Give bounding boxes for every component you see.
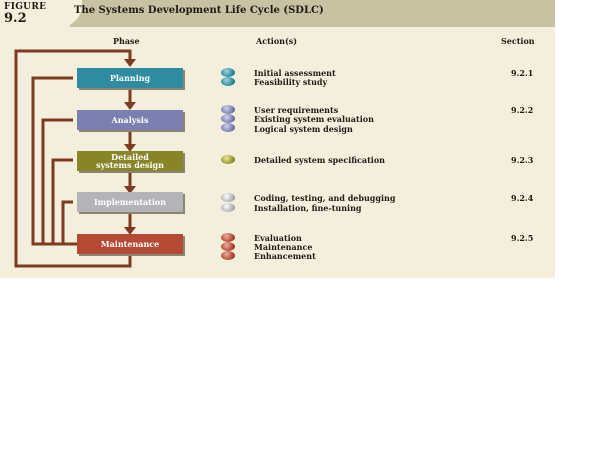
phase-box-analysis: Analysis (77, 110, 183, 130)
figure-label: FIGURE (4, 2, 47, 12)
column-header-phase: Phase (113, 36, 140, 46)
action-item: Evaluation (254, 233, 302, 243)
arrowhead-top (124, 59, 136, 67)
feedback-line-analysis (43, 120, 73, 244)
phase-box-detailed-design (77, 151, 183, 171)
section-number: 9.2.3 (511, 155, 534, 165)
bullet-icon (221, 203, 235, 212)
section-number: 9.2.2 (511, 105, 534, 115)
bullet-icon (221, 114, 235, 123)
phase-box-implementation: Implementation (77, 192, 183, 212)
bullet-icon (221, 193, 235, 202)
section-number: 9.2.4 (511, 193, 534, 203)
phase-box-maintenance: Maintenance (77, 234, 183, 254)
column-header-actions: Action(s) (256, 36, 298, 46)
phase-label-line1: Detailed (111, 152, 149, 162)
bullet-icon (221, 123, 235, 132)
bullet-icon (221, 251, 235, 260)
figure-number: 9.2 (4, 11, 27, 26)
column-header-section: Section (501, 36, 535, 46)
bullet-icon (221, 68, 235, 77)
action-item: Existing system evaluation (254, 114, 374, 124)
action-item: User requirements (254, 105, 339, 115)
feedback-line-implementation (63, 202, 73, 244)
phase-box-planning: Planning (77, 68, 183, 88)
action-item: Coding, testing, and debugging (254, 193, 396, 203)
phase-label-line2: systems design (96, 160, 164, 170)
action-item: Maintenance (254, 242, 313, 252)
bullet-icon (221, 105, 235, 114)
action-item: Detailed system specification (254, 155, 385, 165)
bullet-icon (221, 77, 235, 86)
section-number: 9.2.5 (511, 233, 534, 243)
action-item: Installation, fine-tuning (254, 203, 362, 213)
bullet-icon (221, 233, 235, 242)
action-item: Enhancement (254, 251, 316, 261)
bullet-icon (221, 242, 235, 251)
action-item: Logical system design (254, 124, 353, 134)
action-item: Initial assessment (254, 68, 336, 78)
figure-title: The Systems Development Life Cycle (SDLC) (74, 5, 324, 16)
bullet-icon (221, 155, 235, 164)
arrowhead-analysis (124, 102, 136, 110)
action-item: Feasibility study (254, 77, 328, 87)
section-number: 9.2.1 (511, 68, 534, 78)
